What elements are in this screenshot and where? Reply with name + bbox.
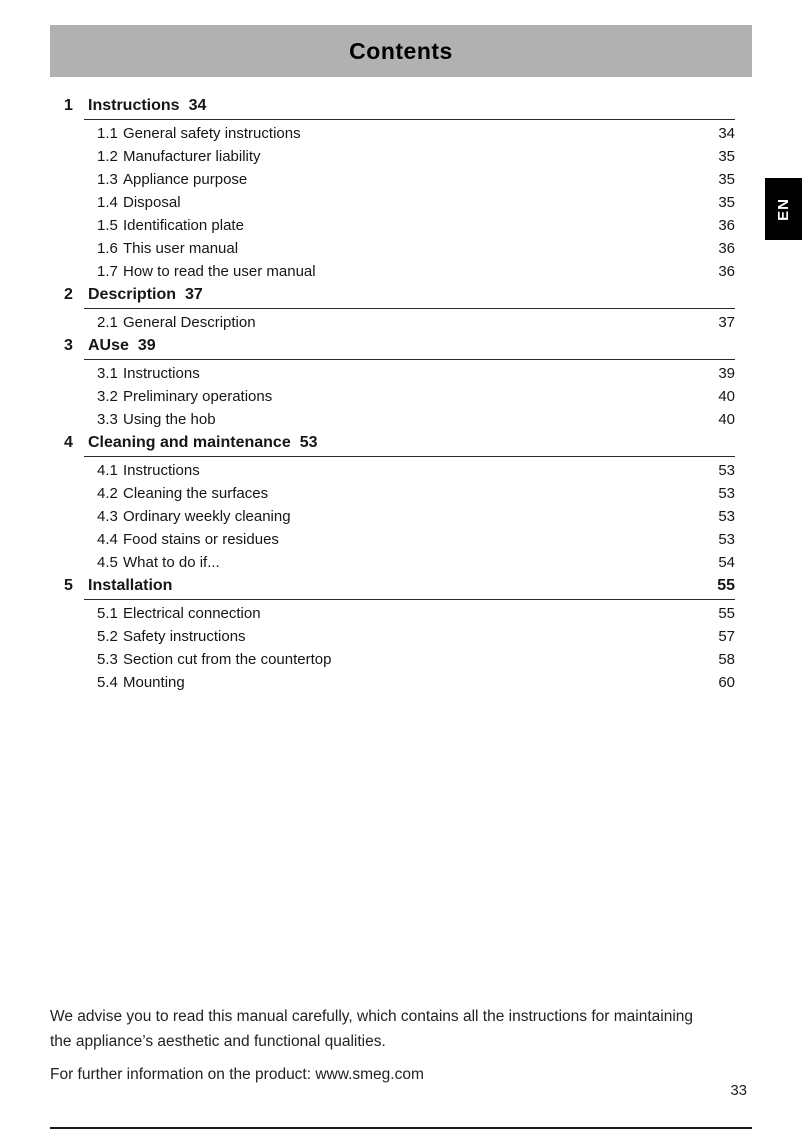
toc-section-page-inline: 37 <box>185 286 203 303</box>
toc-item-page: 35 <box>718 171 735 188</box>
toc-item-title: General safety instructions <box>123 125 301 142</box>
toc-item-page: 54 <box>718 554 735 571</box>
toc-item-page: 53 <box>718 531 735 548</box>
page-number: 33 <box>730 1082 747 1099</box>
toc-item-number: 3.2 <box>97 388 118 405</box>
toc-item-number: 1.6 <box>97 240 118 257</box>
toc-item-page: 57 <box>718 628 735 645</box>
footer-advice-text: We advise you to read this manual carefully, which contains all the instructions for maintaining the appliance’s aesthetic and functional qualities. <box>50 1008 694 1050</box>
section-divider <box>84 119 735 120</box>
toc-item-number: 5.3 <box>97 651 118 668</box>
toc-item-number: 4.4 <box>97 531 118 548</box>
toc-item-title: Manufacturer liability <box>123 148 261 165</box>
toc-item-title: General Description <box>123 314 256 331</box>
toc-section-page-inline: 39 <box>137 337 156 354</box>
toc-section-items <box>64 362 735 431</box>
toc-item-number: 5.1 <box>97 605 118 622</box>
bottom-rule <box>50 1127 752 1129</box>
toc-item-number: 1.2 <box>97 148 118 165</box>
toc-item <box>64 122 735 145</box>
toc-section-heading-left <box>64 431 735 455</box>
toc-item-number: 3.3 <box>97 411 118 428</box>
toc-item <box>64 408 735 431</box>
toc-item-number: 4.1 <box>97 462 118 479</box>
toc-item-number: 3.1 <box>97 365 118 382</box>
toc-section <box>64 334 735 431</box>
toc-item <box>64 168 735 191</box>
page-title: Contents <box>349 37 453 64</box>
toc-item-title: Section cut from the countertop <box>123 651 332 668</box>
toc-item-page: 58 <box>718 651 735 668</box>
toc-section <box>64 94 735 283</box>
toc-item-title: Instructions <box>123 365 200 382</box>
language-tab <box>765 178 802 240</box>
toc-section-page-inline: 34 <box>188 97 207 114</box>
toc-item-number: 4.5 <box>97 554 118 571</box>
toc-section-heading-left <box>64 283 735 307</box>
toc-section-header <box>64 283 735 307</box>
toc-item-number: 5.4 <box>97 674 118 691</box>
toc-section-header <box>64 431 735 455</box>
toc-item-number: 4.2 <box>97 485 118 502</box>
toc-item-page: 60 <box>718 674 735 691</box>
toc-item-page: 35 <box>718 194 735 211</box>
toc-item-title: What to do if... <box>123 554 220 571</box>
toc-section-page-right: 55 <box>717 577 735 594</box>
toc-section-title: Cleaning and maintenance <box>88 434 291 451</box>
toc-item-page: 36 <box>718 240 735 257</box>
toc-item <box>64 145 735 168</box>
toc-item <box>64 362 735 385</box>
toc-item-page: 37 <box>718 314 735 331</box>
toc-section-items <box>64 459 735 574</box>
toc-item <box>64 191 735 214</box>
toc-item <box>64 625 735 648</box>
toc-item <box>64 602 735 625</box>
toc-item-number: 5.2 <box>97 628 118 645</box>
toc-item-title: Mounting <box>123 674 185 691</box>
toc-section-heading-left <box>64 574 717 598</box>
toc-section-number: 5 <box>64 577 73 594</box>
toc-section-heading-left <box>64 94 735 118</box>
toc-section-title: Description <box>88 286 177 303</box>
toc-item-title: Ordinary weekly cleaning <box>123 508 291 525</box>
toc-section-heading-left <box>64 334 735 358</box>
toc-section-items <box>64 122 735 283</box>
toc-item <box>64 311 735 334</box>
toc-section-title: Instructions <box>88 97 180 114</box>
toc-section-number: 3 <box>64 337 73 354</box>
toc-item <box>64 551 735 574</box>
toc-section-number: 4 <box>64 434 73 451</box>
footer-info-text: For further information on the product: www.smeg.com <box>50 1066 424 1083</box>
toc-section <box>64 431 735 574</box>
toc-item <box>64 385 735 408</box>
toc-section <box>64 574 735 694</box>
toc-section-title: Installation <box>88 577 173 594</box>
toc-section-header <box>64 94 735 118</box>
toc-item-number: 2.1 <box>97 314 118 331</box>
toc-item <box>64 528 735 551</box>
toc-section-items <box>64 602 735 694</box>
section-divider <box>84 359 735 360</box>
language-tab-label: EN <box>775 197 792 221</box>
section-divider <box>84 308 735 309</box>
toc-section-header <box>64 334 735 358</box>
toc-item-title: Food stains or residues <box>123 531 279 548</box>
toc-item-page: 36 <box>718 217 735 234</box>
toc-item <box>64 459 735 482</box>
toc-item <box>64 648 735 671</box>
toc-item-page: 53 <box>718 508 735 525</box>
toc-item-page: 55 <box>718 605 735 622</box>
toc-item-number: 1.4 <box>97 194 118 211</box>
toc-section-items <box>64 311 735 334</box>
toc-item-title: Identification plate <box>123 217 244 234</box>
toc-section <box>64 283 735 334</box>
toc-item-title: Cleaning the surfaces <box>123 485 269 502</box>
toc-item-page: 34 <box>718 125 735 142</box>
toc-item-title: Safety instructions <box>123 628 246 645</box>
toc-item <box>64 505 735 528</box>
toc-item-title: Preliminary operations <box>123 388 273 405</box>
toc-item-title: Disposal <box>123 194 181 211</box>
toc-section-number: 1 <box>64 97 73 114</box>
section-divider <box>84 599 735 600</box>
toc-item-title: Electrical connection <box>123 605 261 622</box>
toc-item-page: 53 <box>718 462 735 479</box>
toc-item-number: 1.1 <box>97 125 118 142</box>
toc-item-page: 53 <box>718 485 735 502</box>
toc-item-page: 36 <box>718 263 735 280</box>
toc-item <box>64 260 735 283</box>
toc-item-page: 40 <box>718 388 735 405</box>
toc-item-number: 1.7 <box>97 263 118 280</box>
toc-item-title: Using the hob <box>123 411 216 428</box>
toc-section-header <box>64 574 735 598</box>
toc-item <box>64 214 735 237</box>
toc-item <box>64 237 735 260</box>
toc-item-page: 35 <box>718 148 735 165</box>
page-header-bar <box>50 25 752 77</box>
toc-item-number: 1.5 <box>97 217 118 234</box>
section-divider <box>84 456 735 457</box>
toc <box>64 94 735 694</box>
toc-item-number: 4.3 <box>97 508 118 525</box>
toc-section-page-inline: 53 <box>299 434 318 451</box>
toc-item-page: 40 <box>718 411 735 428</box>
toc-item-title: Instructions <box>123 462 200 479</box>
toc-item <box>64 671 735 694</box>
toc-item <box>64 482 735 505</box>
toc-item-title: This user manual <box>123 240 239 257</box>
toc-section-number: 2 <box>64 286 73 303</box>
toc-item-title: Appliance purpose <box>123 171 248 188</box>
toc-item-number: 1.3 <box>97 171 118 188</box>
toc-item-title: How to read the user manual <box>123 263 316 280</box>
footer-notes <box>50 1004 700 1087</box>
toc-item-page: 39 <box>718 365 735 382</box>
toc-section-title: AUse <box>88 337 129 354</box>
